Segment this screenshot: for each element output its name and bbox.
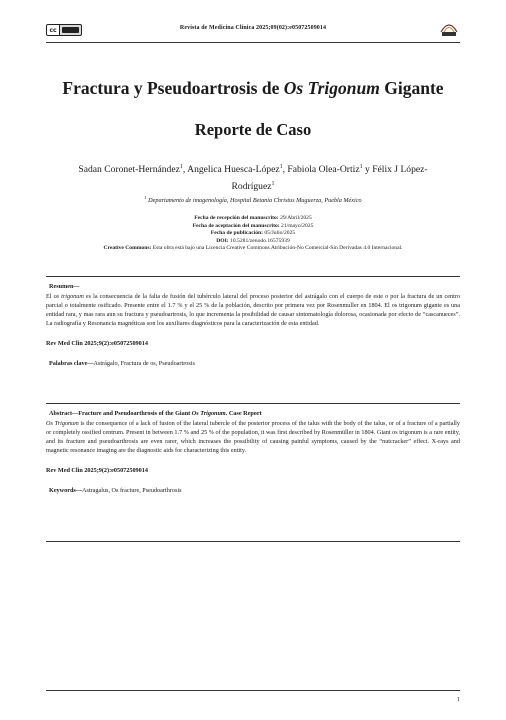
manuscript-dates: [30, 215, 476, 253]
article-type: Reporte de Caso: [194, 120, 312, 139]
received-date: Fecha de recepción del manuscrito: 29/Abril/2025: [194, 215, 312, 221]
abstract-citation: Rev Med Clin 2025;9(2):e05072509014: [46, 467, 148, 474]
published-date: Fecha de publicación: 05/Julio/2025: [210, 230, 296, 237]
article-title: Fractura y Pseudoartrosis de Os Trigonum Gigante: [62, 78, 444, 98]
license: Creative Commons: Esta obra está bajo una Licencia Creative Commons Atribución-No Comercial-Sin Derivadas 4.0 Internacional.: [103, 245, 403, 252]
header-divider: [46, 42, 460, 43]
doi: DOI: 10.5281/zenodo.16575939: [216, 237, 290, 244]
page-number: 1: [457, 697, 460, 703]
abstract-heading: Abstract—Fracture and Pseudoarthrosis of the Giant Os Trigonum. Case Report: [49, 410, 262, 417]
author-name: Fabiola Olea-Ortiz: [287, 164, 360, 175]
resumen-section: [46, 276, 460, 367]
journal-citation: Revista de Medicina Clínica 2025;09(02):e05072509014: [179, 25, 327, 31]
page-header: [46, 24, 460, 38]
author-list: Sadan Coronet-Hernández$^1$, Angelica Huesca-López$^1$, Fabiola Olea-Ortiz$^1$ y Félix J López-Rodríguez$^1$: [78, 164, 428, 192]
author-name: Sadan Coronet-Hernández: [78, 164, 180, 175]
footer-divider: [46, 690, 460, 691]
author-name: Angelica Huesca-López: [187, 164, 280, 175]
resumen-citation: Rev Med Clin 2025;9(2):e05072509014: [46, 340, 148, 347]
journal-logo-icon: [438, 20, 460, 38]
accepted-date: Fecha de aceptación del manuscrito: 21/mayo/2025: [192, 222, 314, 229]
affiliation: $^1$ Departamento de imagenología, Hospital Betania Christus Muguerza, Puebla México: [144, 195, 362, 204]
cc-icon: cc: [47, 25, 60, 35]
abstract-divider: [46, 541, 460, 542]
abstract-section: [46, 403, 460, 494]
resumen-heading: Resumen—: [49, 283, 80, 290]
abstract-text: Os Trigonum is the consequence of a lack of fusion of the lateral tubercle of the posterior process of the talus with the body of the talus, or of a fracture of a partially or completely ossified centrum. Present in between 1.7 % and 25 % of the population, it was first described by Rosenmüller in 1804. Giant os trigonum is a rare entity, and its fracture and pseudoarthrosis are even rarer, which increases the possibility of causing painful symptoms, caused by the “nutcracker” effect. X-rays and magnetic resonance imaging are the diagnostic aids for characterizing this entity.: [46, 420, 460, 454]
author-name: Félix J López-Rodríguez: [231, 164, 428, 192]
resumen-keywords: Palabras clave—Astrágalo, Fractura de os, Pseudoartrosis: [49, 360, 195, 367]
abstract-keywords: Keywords—Astragalus, Os fracture, Pseudoarthrosis: [49, 487, 182, 494]
resumen-text: El os trigonum es la consecuencia de la falta de fusión del tubérculo lateral del proceso posterior del astrágalo con el cuerpo de este o por la fractura de un centro parcial o totalmente osificado. Presente entre el 1.7 % y el 25 % de la población, descrito por primera vez por Rosenmuller en 1804. El os trigonum gigante es una entidad rara, y mas rara aun su fractura y pseudoartrosis, lo que incrementa la posibilidad de causar sintomatología dolorosa, ocasionada por efecto de “cascanueces”. La radiografía y Resonancia magnéticas son los auxiliares diagnósticos para la caracterización de esta entidad.: [46, 293, 461, 327]
